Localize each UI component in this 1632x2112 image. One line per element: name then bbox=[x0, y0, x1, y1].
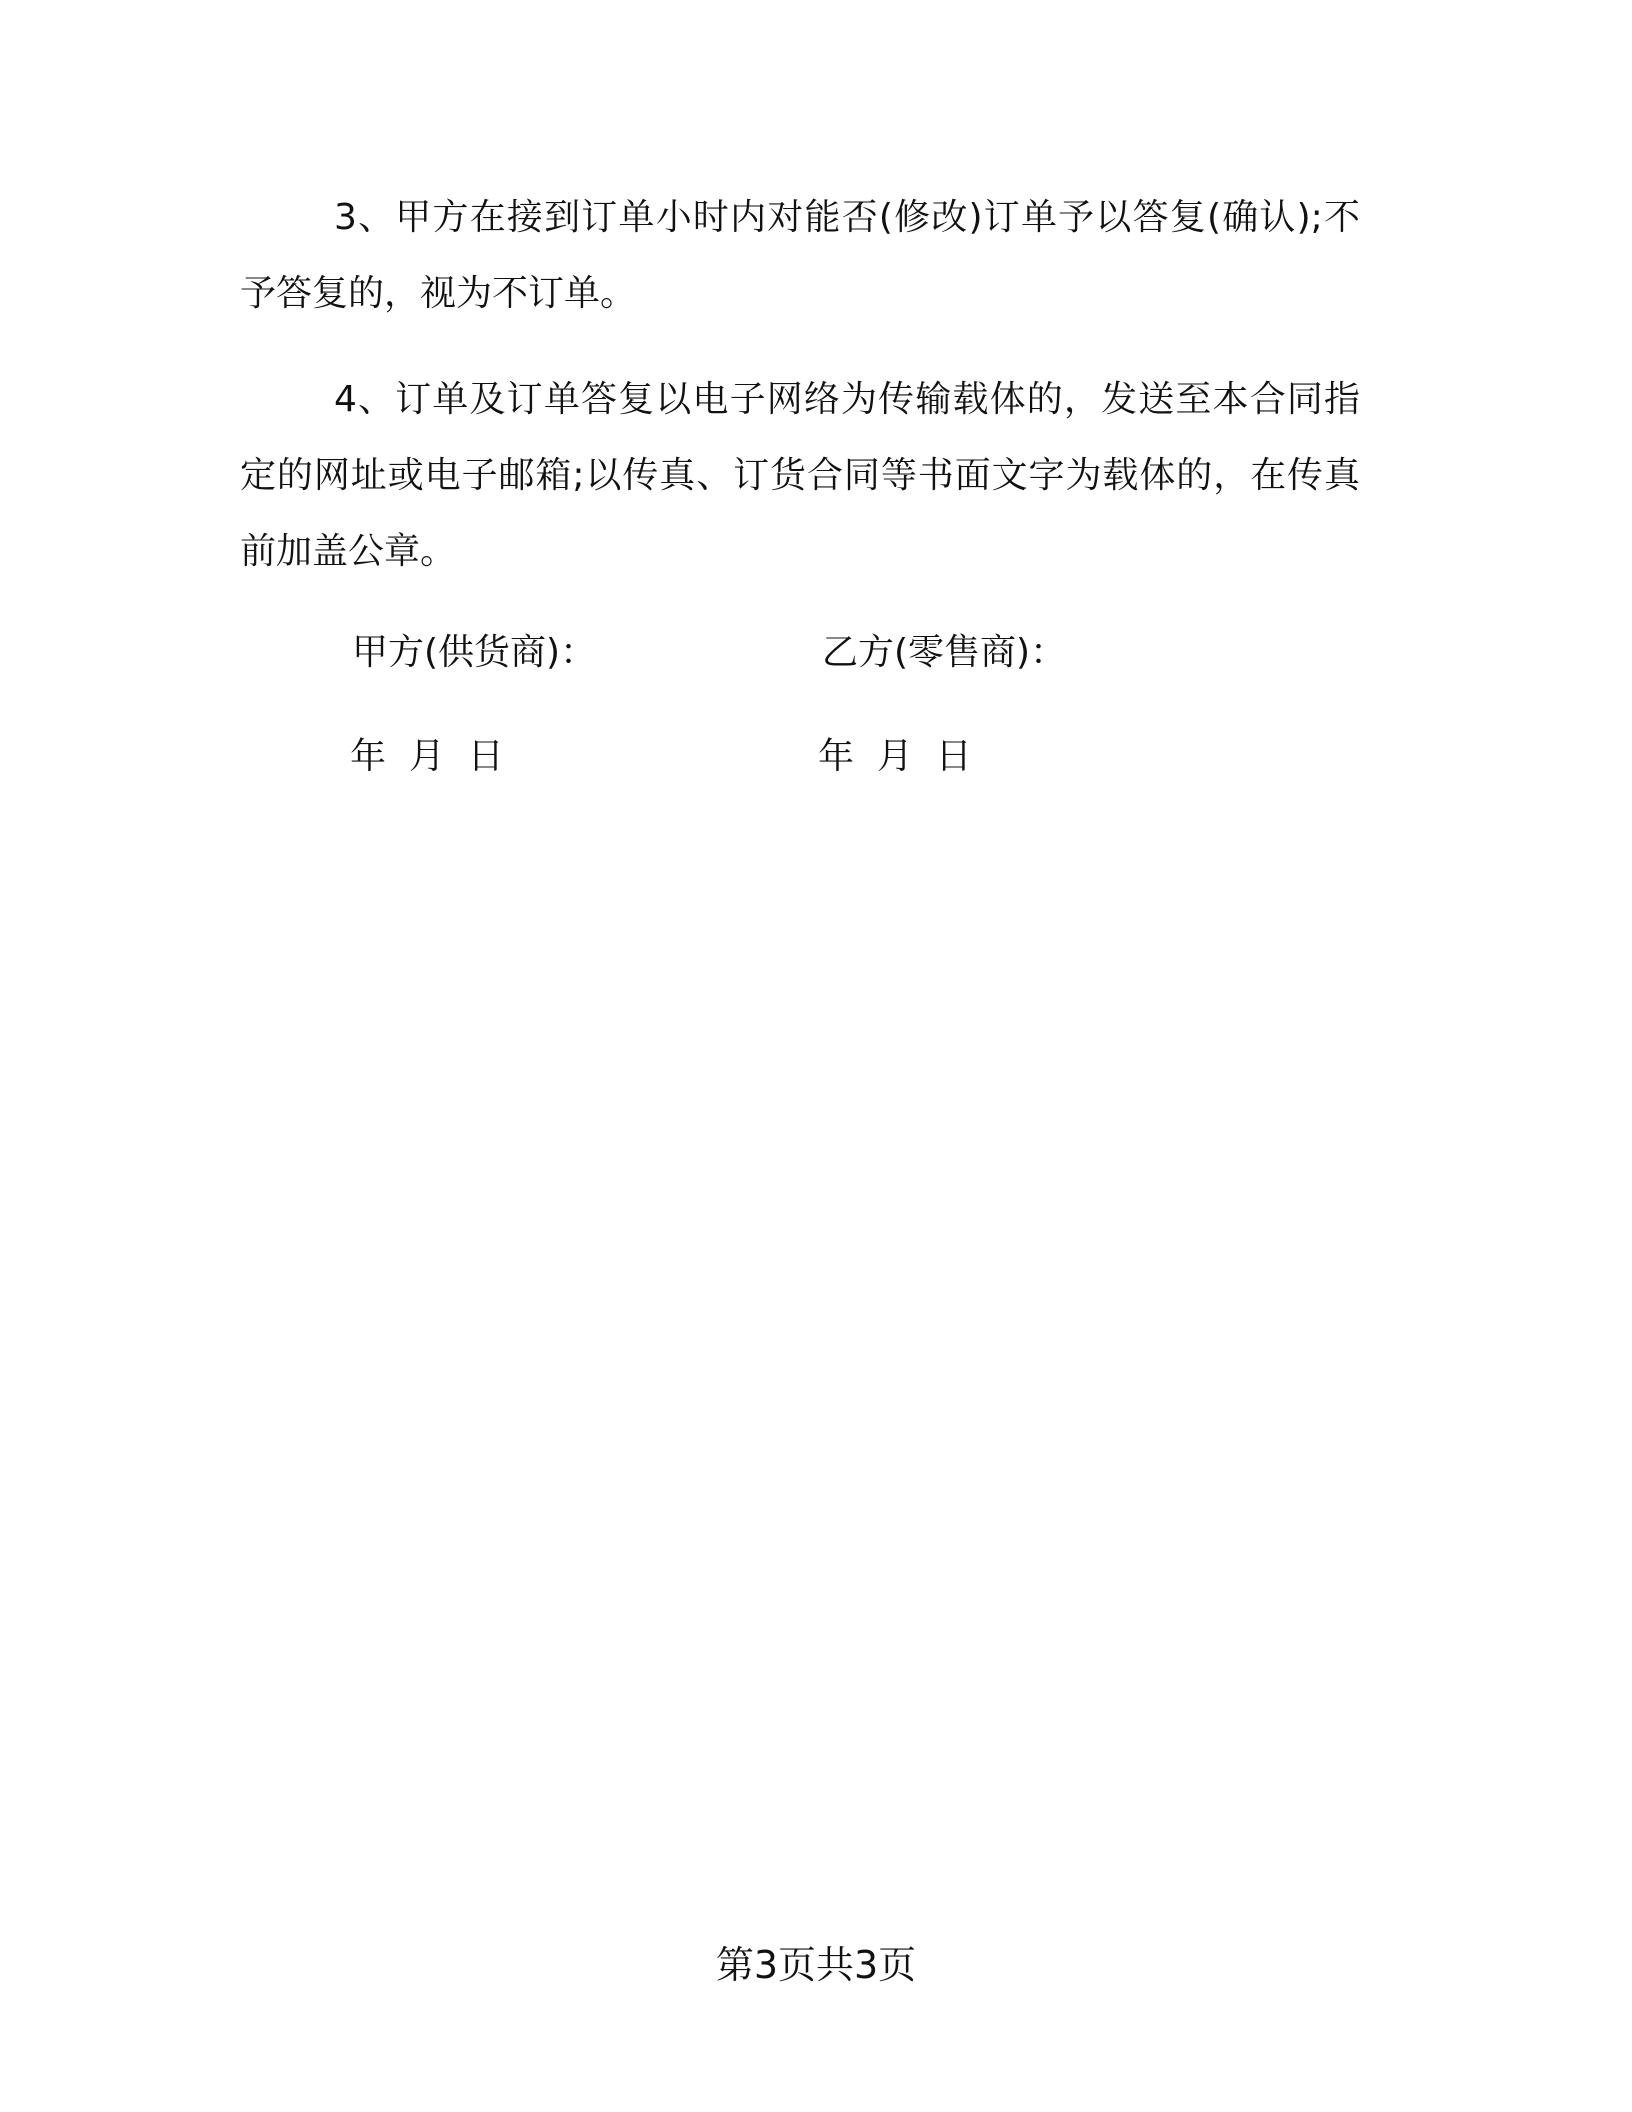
party-b-signature-label: 乙方(零售商)： bbox=[822, 632, 1067, 673]
clause-4-paragraph: 4、订单及订单答复以电子网络为传输载体的，发送至本合同指定的网址或电子邮箱;以传真、订货合同等书面文字为载体的，在传真前加盖公章。 bbox=[240, 379, 1360, 572]
party-a-date-line: 年 月 日 bbox=[350, 736, 504, 777]
clause-3-paragraph: 3、甲方在接到订单小时内对能否(修改)订单予以答复(确认);不予答复的，视为不订单。 bbox=[240, 197, 1360, 314]
page-number-footer: 第3页共3页 bbox=[715, 1943, 917, 1987]
party-b-date-line: 年 月 日 bbox=[818, 736, 972, 777]
party-a-signature-label: 甲方(供货商)： bbox=[352, 632, 597, 673]
